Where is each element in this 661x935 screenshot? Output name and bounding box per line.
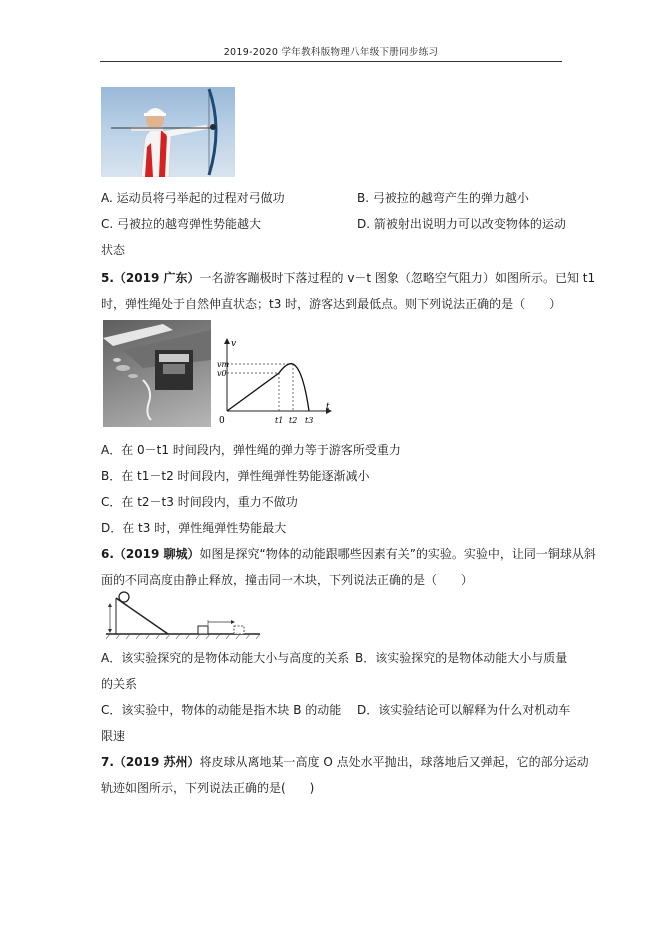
velocity-curve [227,364,309,411]
q5-option-a: A．在 0－t1 时间段内，弹性绳的弹力等于游客所受重力 [101,443,401,457]
q6-stem-line-1 [101,546,596,562]
q5-stem-line-1 [101,270,595,286]
header-divider [100,61,562,62]
vt-graph [217,335,335,427]
v0-label: v0 [217,369,227,378]
q4-option-b: B. 弓被拉的越弯产生的弹力越小 [357,191,529,205]
q4-option-a: A. 运动员将弓举起的过程对弓做功 [101,191,285,205]
wood-block-icon [198,626,208,634]
q6-option-b: B．该实验探究的是物体动能大小与质量 [355,651,568,665]
q5-stem-2: 时，弹性绳处于自然伸直状态；t3 时，游客达到最低点。则下列说法正确的是（ ） [101,297,562,311]
q5-stem-1: 一名游客蹦极时下落过程的 v－t 图象（忽略空气阻力）如图所示。已知 t1 [199,271,596,285]
bungee-photo [103,320,211,427]
q6-source: 6.（2019 聊城） [101,547,200,561]
q5-source: 5.（2019 广东） [101,271,200,285]
t3-label: t3 [305,416,314,425]
q5-option-b: B．在 t1－t2 时间段内，弹性绳弹性势能逐渐减小 [101,469,370,483]
t-axis-label: t [326,402,330,412]
t1-label: t1 [275,416,284,425]
q6-stem-2: 面的不同高度由静止释放，撞击同一木块，下列说法正确的是（ ） [101,573,474,587]
q6-option-d: D．该实验结论可以解释为什么对机动车 [357,703,571,717]
page-header: 2019-2020 学年教科版物理八年级下册同步练习 [223,47,439,58]
q7-stem-line-1 [101,754,589,770]
q5-option-d: D．在 t3 时，弹性绳弹性势能最大 [101,521,287,535]
origin-label: 0 [219,416,225,426]
q6-option-a: A．该实验探究的是物体动能大小与高度的关系 [101,651,350,665]
archery-photo [101,87,235,177]
q7-stem-1: 将皮球从离地某一高度 O 点处水平抛出，球落地后又弹起，它的部分运动 [199,755,589,769]
q4-option-c: C. 弓被拉的越弯弹性势能越大 [101,217,262,231]
v-axis-label: v [231,339,237,349]
q6-stem-1: 如图是探究“物体的动能跟哪些因素有关”的实验。实验中，让同一铜球从斜 [199,547,596,561]
q6-option-d-continued: 限速 [101,729,126,743]
incline-slope [116,598,168,634]
q5-option-c: C．在 t2－t3 时间段内，重力不做功 [101,495,298,509]
q6-option-b-continued: 的关系 [101,677,138,691]
q7-stem-2: 轨迹如图所示，下列说法正确的是( ) [101,781,315,795]
q4-option-d-continued: 状态 [101,243,126,257]
q4-option-d: D. 箭被射出说明力可以改变物体的运动 [357,217,566,231]
q7-source: 7.（2019 苏州） [101,755,200,769]
q6-option-c: C．该实验中，物体的动能是指木块 B 的动能 [101,703,342,717]
vm-label: vm [217,360,230,369]
incline-diagram [106,590,262,640]
t2-label: t2 [289,416,298,425]
ball-icon [119,592,129,602]
